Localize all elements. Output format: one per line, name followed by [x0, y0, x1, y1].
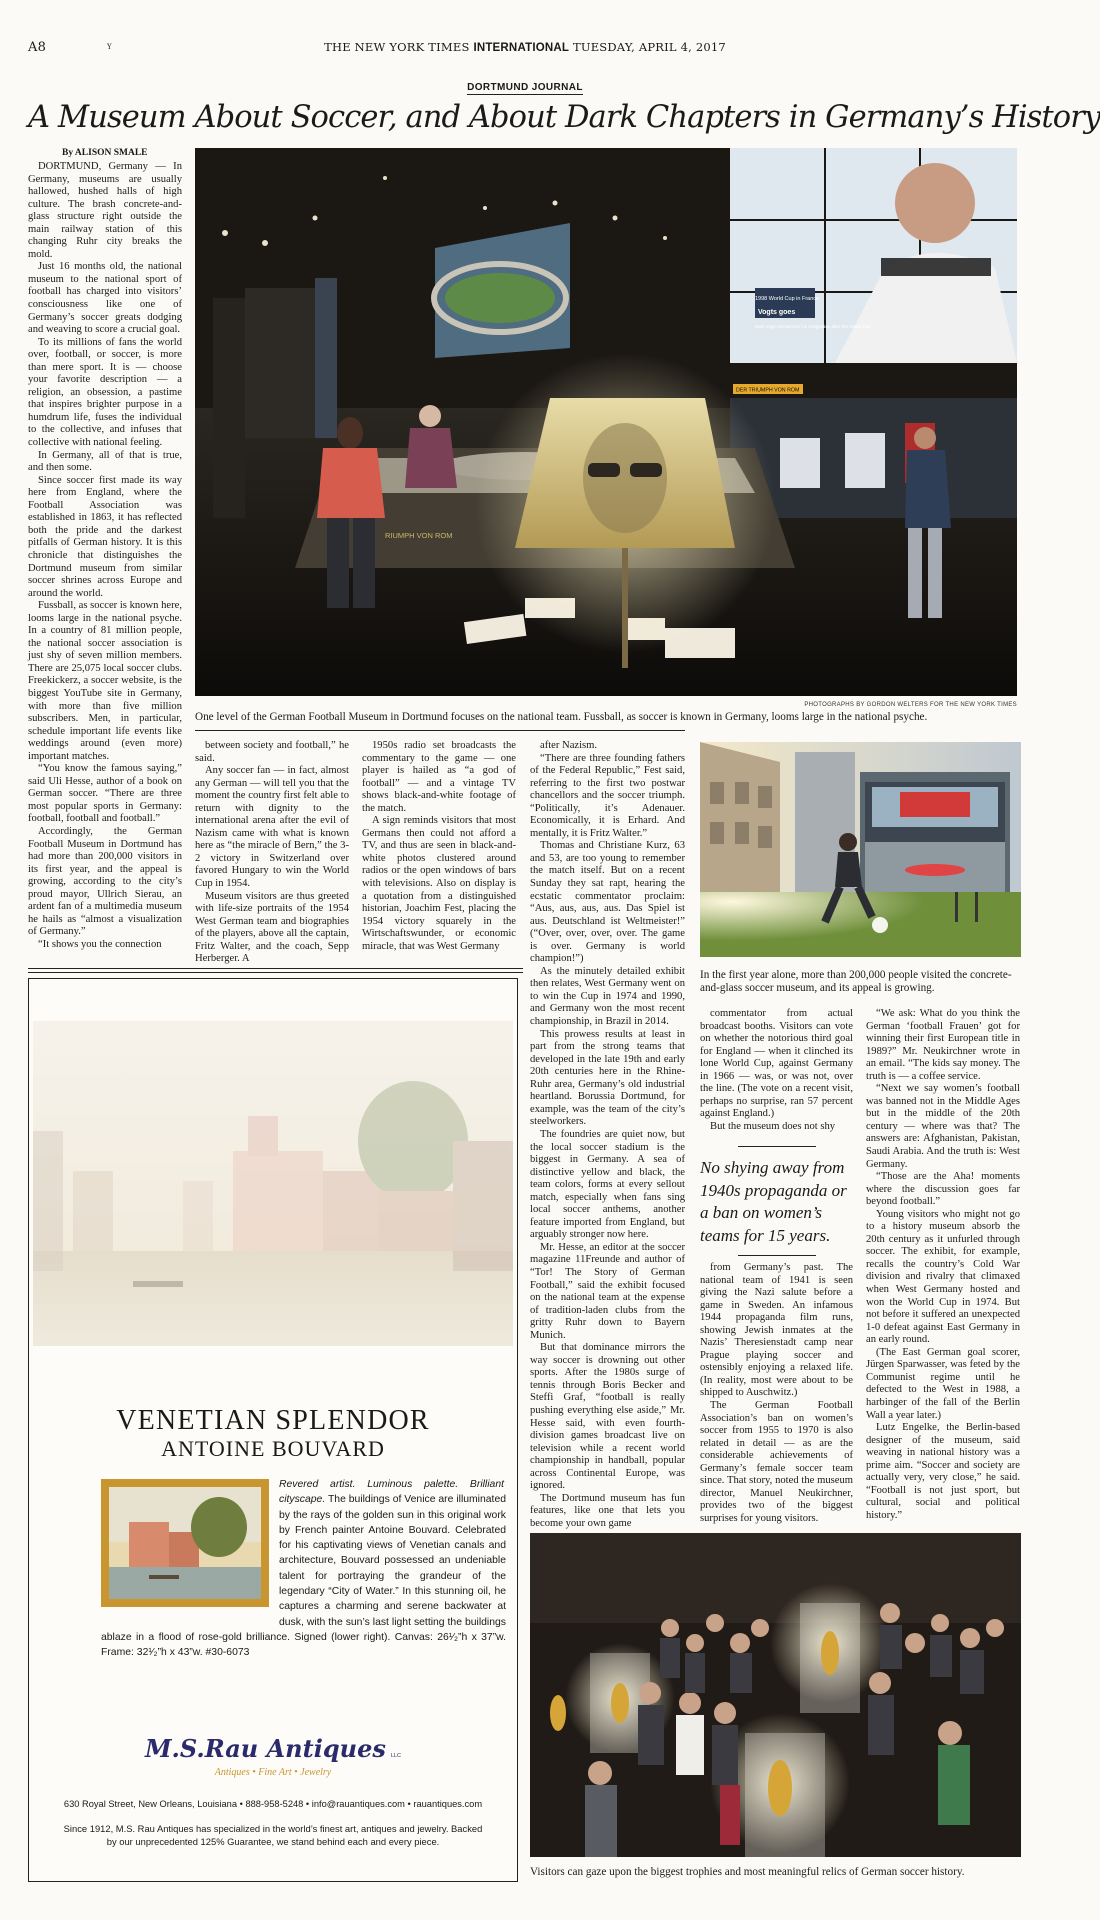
paragraph: But that dominance mirrors the way soccer is drowning out other sports. After the 1980s surge of tennis through Boris Becker and Steffi Graf, “football is really pushing everything else aside,” Mr. Hesse said, with even fourth-division games broadcast live on television while a recent world championship in handball, popular across Continental Europe, was ignored.	[530, 1342, 685, 1492]
byline: By ALISON SMALE	[62, 148, 148, 158]
paragraph: “Those are the Aha! moments where the discussion goes far beyond football.”	[866, 1171, 1020, 1208]
paragraph: As the minutely detailed exhibit then relates, West Germany went on to win the Cup in 1974 and 1990, and Germany won the most recent championship, in Brazil in 2014.	[530, 965, 685, 1028]
headline: A Museum About Soccer, and About Dark Chapters in Germany’s History	[28, 100, 1100, 135]
exterior-photo-illustration	[700, 742, 1021, 957]
edition-mark: Y	[107, 43, 112, 51]
paragraph: after Nazism.	[540, 740, 598, 751]
ad-rule-2	[28, 972, 523, 973]
paragraph: commentator from actual broadcast booths. Visitors can vote on whether the notorious third goal for England — when it clinched its lone World Cup, against Germany in 1966 — was, or was not, over the line. (The vote on a recent visit, perhaps no surprise, ran 57 percent against England.)	[700, 1008, 853, 1120]
paragraph: Accordingly, the German Football Museum in Dortmund has had more than 200,000 visitors in its first year, and the appeal is growing, according to the city’s proud mayor, Ullrich Sierau, an ardent fan of a multimedia museum he hails as “almost a visualization of Germany.”	[28, 825, 182, 938]
paragraph: Museum visitors are thus greeted with life-size portraits of the 1954 West German team and biographies of the players, above all the captain, Fritz Walter, and the coach, Sepp Herberger. A	[195, 890, 349, 965]
column-3	[362, 740, 516, 958]
paragraph: The German Football Association’s ban on women’s soccer from 1955 to 1970 is also related in detail — as are the considerable achievements of Germany’s female soccer team since. That story, noted the museum director, Manuel Neukirchner, provides two of the biggest surprises for young visitors.	[700, 1400, 853, 1524]
trophy-photo-caption: Visitors can gaze upon the biggest trophies and most meaningful relics of German soccer history.	[530, 1866, 965, 1878]
paragraph: from Germany’s past. The national team of 1941 is seen giving the Nazi salute before a game in Sweden. An infamous 1944 propaganda film runs, showing Jewish inmates at the Nazis’ Theresienstadt camp near Prague playing soccer and ostensibly enjoying a relaxed life. (In reality, most were about to be shipped to Auschwitz.)	[700, 1262, 853, 1399]
paragraph: “It shows you the connection	[38, 938, 162, 950]
column-5-bottom	[700, 1262, 853, 1522]
exterior-photo-caption: In the first year alone, more than 200,000 people visited the concrete-and-glass soccer museum, and its appeal is growing.	[700, 969, 1012, 994]
ad-logo[interactable]: M.S.Rau Antiques	[144, 1734, 386, 1763]
ad-lead: Revered artist. Luminous palette. Brilliant cityscape.	[279, 1479, 504, 1506]
paragraph: This prowess results at least in part from the strong teams that developed in the late 19th and early 20th centuries here in the Rhine-Ruhr area, Germany’s old industrial heartland. Borussia Dortmund, for example, was the team of the city’s steelworkers.	[530, 1028, 685, 1128]
venice-painting-illustration	[33, 1021, 513, 1346]
photo-credit: PHOTOGRAPHS BY GORDON WELTERS FOR THE NEW YORK TIMES	[804, 702, 1017, 708]
ad-artist: ANTOINE BOUVARD	[161, 1436, 385, 1461]
paragraph: (The East German goal scorer, Jürgen Sparwasser, was feted by the Communist regime until he defected to the West in 1988, a harbinger of the fall of the Berlin Wall a year later.)	[866, 1346, 1020, 1421]
paragraph: “You know the famous saying,” said Uli Hesse, author of a book on German soccer. “There are three most popular sports in Germany: football, football and football.”	[28, 763, 182, 825]
main-photo-caption: One level of the German Football Museum in Dortmund focuses on the national team. Fussball, as soccer is known in Germany, looms large in the national psyche.	[195, 711, 928, 723]
paragraph: Lutz Engelke, the Berlin-based designer of the museum, said weaving in national history was a prime aim. “Soccer and society are actually very, very close,” he said. “Football is not just sport, but cultural, social and political history.”	[866, 1422, 1020, 1521]
kicker-wrap	[0, 75, 1050, 94]
floor-label: RIUMPH VON ROM	[385, 531, 453, 540]
folio-line	[0, 40, 1050, 54]
kicker: DORTMUND JOURNAL	[467, 82, 583, 93]
trophy-photo-illustration	[530, 1533, 1021, 1857]
ad-footer: Since 1912, M.S. Rau Antiques has specialized in the world’s finest art, antiques and jewelry. Backed by our unprecedented 125% Guarantee, we stand behind each and every piece.	[63, 1823, 483, 1847]
ad-logo-block[interactable]	[29, 1734, 517, 1763]
paragraph: between society and football,” he said.	[195, 740, 349, 764]
museum-exterior-photo	[700, 742, 1021, 957]
pullquote-rule-top	[738, 1146, 816, 1147]
paragraph: Mr. Hesse, an editor at the soccer magazine 11Freunde and author of “Tor! The Story of German Football,” said the exhibit focused on the national team at the expense of tradition-laden clubs from the gritty Ruhr down to Bayern Munich.	[530, 1241, 685, 1341]
ad-rule-1	[28, 968, 523, 969]
column-rule-top	[195, 730, 685, 731]
paper-name: THE NEW YORK TIMES	[324, 40, 470, 54]
paragraph: In Germany, all of that is true, and then some.	[28, 449, 182, 474]
paragraph: Thomas and Christiane Kurz, 63 and 53, are too young to remember the match itself. But on a recent Sunday they sat rapt, hearing the ecstatic commentator proclaim: “Aus, aus, aus, aus. Das Spiel ist aus. Deutschland ist Weltmeister!” (“Over, over, over, over. The game is over. Germany is world champion!”)	[530, 840, 685, 965]
ad-logo-llc: LLC	[390, 1753, 402, 1759]
issue-date: TUESDAY, APRIL 4, 2017	[572, 40, 726, 54]
paragraph: A sign reminds visitors that most Germans then could not afford a TV, and thus are seen in black-and-white photos clustered around radios or the open windows of bars with televisions. Also on display is a quotation from a distinguished historian, Joachim Fest, placing the 1954 victory squarely in the Wirtschaftswunder, or economic miracle, that was West Germany	[362, 815, 516, 952]
trophy-room-photo	[530, 1533, 1021, 1857]
paragraph: But the museum does not shy	[710, 1120, 836, 1132]
page-number: A8	[28, 40, 47, 55]
column-5-top	[700, 1008, 853, 1133]
paragraph: “We ask: What do you think the German ‘football Frauen’ got for winning their first European title in 1989?” Mr. Neukirchner wrote in an email. “The kids say money. The truth is — a coffee service.	[866, 1008, 1020, 1082]
ad-body-float-spacer	[101, 1477, 279, 1615]
ad-body	[101, 1477, 506, 1689]
column-6	[866, 1008, 1020, 1522]
paragraph: 1950s radio set broadcasts the commentary to the game — one player is hailed as “a god of football” — and a vintage TV shows black-and-white footage of the match.	[362, 740, 516, 814]
screen-caption-3: Berti Vogts announces his resignation after the World Cup	[755, 324, 871, 329]
paragraph: Since soccer first made its way here from England, where the Football Association was established in 1863, it has reflected both the pride and the darkest pitfalls of German history. It is this chronicle that distinguishes the Dortmund museum from similar soccer shrines across Europe and around the world.	[28, 474, 182, 599]
pullquote: No shying away from 1940s propaganda or a ban on women’s teams for 15 years.	[700, 1158, 847, 1245]
pullquote-rule-bottom	[738, 1255, 816, 1256]
paragraph: “There are three founding fathers of the Federal Republic,” Fest said, referring to the first two postwar chancellors and the soccer triumph. “Politically, it’s Adenauer. Economically, it is Erhard. And mentally, it is Fritz Walter.”	[530, 752, 685, 839]
screen-caption-1: 1998 World Cup in France	[755, 296, 820, 302]
paragraph: “Next we say women’s football was banned not in the Middle Ages but in the middle of the 20th century — where was that? The answers are: Afghanistan, Pakistan, Saudi Arabia. And the truth is: West Germany.	[866, 1083, 1020, 1170]
paragraph: DORTMUND, Germany — In Germany, museums are usually hallowed, hushed halls of high culture. The brash concrete-and-glass structure right outside the main railway station of this changing Ruhr city breaks the mold.	[28, 161, 182, 260]
paragraph: To its millions of fans the world over, football, or soccer, is more than mere sport. It is — choose your favorite description — a religion, an obsession, a pastime that inspires brighter purpose in a humdrum life, fuses the individual to the collective, and infuses that collective with national feeling.	[28, 336, 182, 449]
paragraph: Young visitors who might not go to a history museum absorb the 20th century as it unfurled through soccer. The exhibit, for example, recalls the country’s Cold War division and rivalry that climaxed when West Germany hosted and won the World Cup in 1974. But not before it suffered an unexpected 1-0 defeat against East Germany in an early round.	[866, 1208, 1020, 1346]
exhibit-sign: DER TRIUMPH VON ROM	[736, 387, 800, 394]
advertisement[interactable]	[28, 978, 518, 1882]
column-1	[28, 161, 182, 956]
screen-caption-2: Vogts goes	[758, 309, 796, 316]
ad-contact[interactable]: 630 Royal Street, New Orleans, Louisiana • 888-958-5248 • info@rauantiques.com • rauantiques.com	[63, 1799, 483, 1809]
edition-label: INTERNATIONAL	[473, 42, 570, 54]
ad-painting-large	[33, 1021, 513, 1346]
ad-description: The buildings of Venice are illuminated by the rays of the golden sun in this original work by French painter Antoine Bouvard. Celebrated for his captivating views of Venetian canals and architecture, Bouvard possessed an undeniable talent for portraying the grandeur of the legendary “City of Water.” In this stunning oil, he captures a charming and serene backwater at dusk, with the sun’s last light setting the buildings ablaze in a flood of rose-gold brilliance. Signed (lower right). Canvas: 26¹⁄₂”h x 37”w. Frame: 32¹⁄₂”h x 43”w. #30-6073	[101, 1494, 506, 1659]
paragraph: The foundries are quiet now, but the local soccer stadium is the biggest in Germany. A sea of distinctive yellow and black, the team colors, forms at every sellout match, especially when fans sing local soccer anthems, another feature imported from England, but arguably stronger now here.	[530, 1128, 685, 1241]
paragraph: Fussball, as soccer is known here, looms large in the national psyche. In a country of 81 million people, the national soccer association is just shy of seven million members. There are 25,075 local soccer clubs. Freekickerz, a soccer website, is the biggest YouTube site in Germany, with more than five million subscribers. Men, in particular, schedule important life events like weddings around (even more) important matches.	[28, 600, 182, 762]
ad-title: VENETIAN SPLENDOR	[116, 1405, 430, 1436]
paragraph: Just 16 months old, the national museum to the national sport of football has charged into visitors’ consciousness like one of Germany’s soccer greats dodging and weaving to score a crucial goal.	[28, 261, 182, 336]
paragraph: The Dortmund museum has fun features, like one that lets you become your own game	[530, 1492, 685, 1529]
paragraph: Any soccer fan — in fact, almost any German — will tell you that the moment the country first felt able to return with dignity to the international arena after the evil of Nazism came with what is known here as “the miracle of Bern,” the 3-2 victory in Switzerland over favored Hungary to win the World Cup in 1954.	[195, 765, 349, 890]
main-photo-illustration	[195, 148, 1017, 696]
column-4	[530, 740, 685, 1529]
museum-main-photo	[195, 148, 1017, 696]
ad-tagline: Antiques • Fine Art • Jewelry	[214, 1767, 332, 1778]
column-2	[195, 740, 349, 965]
